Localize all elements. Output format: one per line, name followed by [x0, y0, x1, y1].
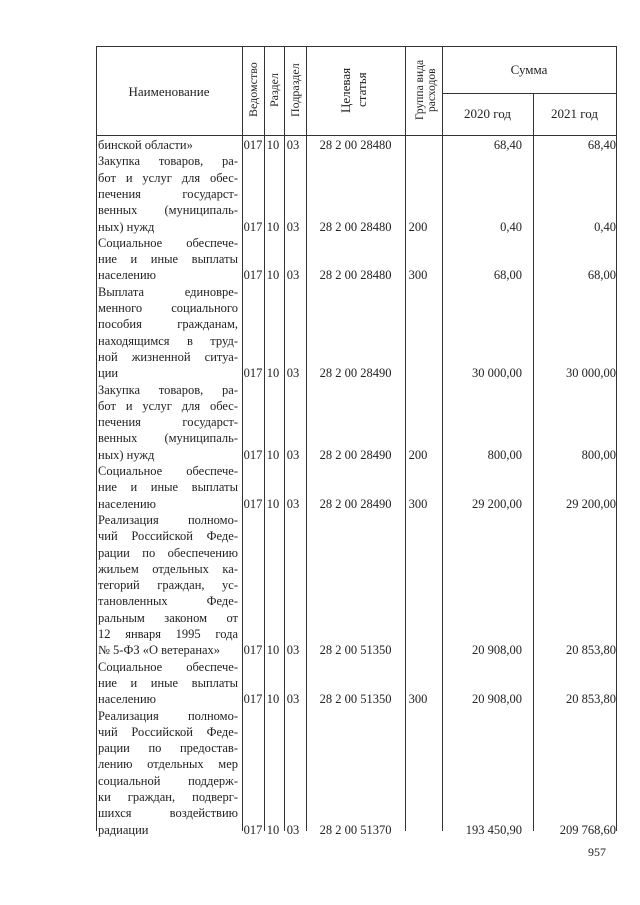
- table-row: [96, 805, 616, 821]
- row-name: Реализация полномо-: [98, 708, 238, 723]
- table-row: [96, 365, 616, 381]
- header-razdel: Раздел: [267, 73, 281, 107]
- row-podrazdel: 03: [286, 822, 300, 837]
- row-name: Закупка товаров, ра-: [98, 154, 238, 169]
- table-row: [96, 708, 616, 724]
- row-name: венных (муниципаль-: [98, 203, 238, 218]
- table-row: [96, 398, 616, 414]
- row-sum-2020: 30 000,00: [472, 366, 522, 381]
- table-row: [96, 610, 616, 626]
- row-name: бот и услуг для обес-: [98, 170, 238, 185]
- table-row: [96, 642, 616, 658]
- row-expense-group: 200: [408, 447, 428, 462]
- row-name: ции: [98, 366, 119, 381]
- row-name: Социальное обеспече-: [98, 235, 238, 250]
- row-target-article: 28 2 00 28480: [319, 219, 392, 234]
- row-name: бинской области»: [98, 138, 193, 152]
- table-row: [96, 740, 616, 756]
- row-podrazdel: 03: [286, 268, 300, 283]
- header-target-line1: Целевая: [338, 67, 353, 113]
- row-expense-group: 200: [408, 219, 428, 234]
- row-podrazdel: 03: [286, 366, 300, 381]
- table-row: [96, 219, 616, 235]
- row-name: ных) нужд: [98, 219, 155, 234]
- row-target-article: 28 2 00 28480: [319, 268, 392, 283]
- table-row: [96, 822, 616, 838]
- header-bottom-border: [96, 135, 616, 136]
- border-right: [616, 46, 617, 831]
- table-row: [96, 349, 616, 365]
- table-row: [96, 593, 616, 609]
- table-row: [96, 153, 616, 169]
- row-vedomstvo: 017: [243, 822, 263, 837]
- row-podrazdel: 03: [286, 447, 300, 462]
- table-row: [96, 724, 616, 740]
- row-vedomstvo: 017: [243, 496, 263, 511]
- row-sum-2021: 209 768,60: [559, 822, 616, 837]
- table-row: [96, 561, 616, 577]
- row-vedomstvo: 017: [243, 692, 263, 707]
- row-sum-2020: 800,00: [487, 447, 522, 462]
- row-razdel: 10: [266, 219, 280, 234]
- table-row: [96, 675, 616, 691]
- header-vedomstvo: Ведомство: [246, 62, 260, 118]
- table-row: [96, 691, 616, 707]
- row-name: населению: [98, 268, 156, 283]
- header-group-line2: расходов: [426, 68, 438, 112]
- row-podrazdel: 03: [286, 138, 300, 152]
- row-name: лению отдельных мер: [98, 757, 238, 772]
- table-row: [96, 235, 616, 251]
- table-row: [96, 496, 616, 512]
- row-name: Выплата единовре-: [98, 284, 238, 299]
- row-target-article: 28 2 00 51370: [319, 822, 392, 837]
- table-row: [96, 463, 616, 479]
- row-name: Социальное обеспече-: [98, 659, 238, 674]
- row-sum-2021: 20 853,80: [566, 643, 616, 658]
- row-name: 12 января 1995 года: [98, 627, 238, 641]
- sum-subheader-border: [442, 93, 616, 94]
- row-name: населению: [98, 692, 156, 707]
- header-sum: Сумма: [510, 62, 548, 77]
- row-name: печения государст-: [98, 186, 238, 201]
- row-expense-group: 300: [408, 496, 428, 511]
- table-row: [96, 773, 616, 789]
- row-name: радиации: [98, 822, 149, 837]
- row-sum-2021: 20 853,80: [566, 692, 616, 707]
- row-name: венных (муниципаль-: [98, 431, 238, 446]
- table-row: [96, 300, 616, 316]
- table-row: [96, 789, 616, 805]
- row-name: Реализация полномо-: [98, 512, 238, 527]
- row-name: чий Российской Феде-: [98, 529, 238, 544]
- row-podrazdel: 03: [286, 643, 300, 658]
- table-row: [96, 528, 616, 544]
- table-row: [96, 545, 616, 561]
- row-sum-2020: 20 908,00: [472, 692, 522, 707]
- table-top-border: [96, 46, 616, 47]
- row-vedomstvo: 017: [243, 447, 263, 462]
- row-sum-2021: 30 000,00: [566, 366, 616, 381]
- header-group-line1: Группа вида: [414, 59, 426, 121]
- table-row: [96, 512, 616, 528]
- table-row: [96, 202, 616, 218]
- row-name: Социальное обеспече-: [98, 464, 238, 478]
- row-name: печения государст-: [98, 415, 238, 430]
- row-name: бот и услуг для обес-: [98, 398, 238, 413]
- row-name: чий Российской Феде-: [98, 724, 238, 739]
- table-row: [96, 414, 616, 430]
- row-sum-2021: 0,40: [594, 219, 616, 234]
- table-row: [96, 333, 616, 349]
- row-sum-2020: 193 450,90: [465, 822, 522, 837]
- row-sum-2020: 29 200,00: [472, 496, 522, 511]
- table-row: [96, 284, 616, 300]
- row-target-article: 28 2 00 28490: [319, 496, 392, 511]
- row-name: шихся воздействию: [98, 806, 238, 821]
- table-row: [96, 577, 616, 593]
- row-name: жильем отдельных ка-: [98, 561, 238, 576]
- row-sum-2020: 68,40: [493, 138, 522, 152]
- row-vedomstvo: 017: [243, 643, 263, 658]
- row-target-article: 28 2 00 28480: [319, 138, 392, 152]
- row-name: менного социального: [98, 301, 238, 315]
- header-name: Наименование: [128, 84, 210, 99]
- table-row: [96, 316, 616, 332]
- row-name: ние и иные выплаты: [98, 480, 238, 495]
- row-name: рации по обеспечению: [98, 545, 238, 560]
- row-name: ки граждан, подверг-: [98, 790, 238, 804]
- row-vedomstvo: 017: [243, 219, 263, 234]
- row-sum-2021: 68,40: [587, 138, 616, 152]
- table-row: [96, 382, 616, 398]
- row-sum-2021: 800,00: [581, 447, 616, 462]
- table-row: [96, 626, 616, 642]
- table-row: [96, 170, 616, 186]
- row-name: ние и иные выплаты: [98, 675, 238, 690]
- row-razdel: 10: [266, 692, 280, 707]
- row-name: Закупка товаров, ра-: [98, 382, 238, 397]
- row-vedomstvo: 017: [243, 268, 263, 283]
- row-podrazdel: 03: [286, 219, 300, 234]
- row-name: социальной поддерж-: [98, 773, 238, 788]
- table-row: [96, 447, 616, 463]
- row-razdel: 10: [266, 366, 280, 381]
- header-target-line2: статья: [354, 72, 369, 108]
- row-name: пособия гражданам,: [98, 317, 238, 332]
- table-row: [96, 756, 616, 772]
- row-podrazdel: 03: [286, 496, 300, 511]
- row-name: рации по предостав-: [98, 741, 238, 756]
- row-vedomstvo: 017: [243, 366, 263, 381]
- header-year-2021: 2021 год: [551, 106, 598, 121]
- row-expense-group: 300: [408, 692, 428, 707]
- row-sum-2021: 29 200,00: [566, 496, 616, 511]
- row-razdel: 10: [266, 447, 280, 462]
- row-razdel: 10: [266, 268, 280, 283]
- row-sum-2021: 68,00: [587, 268, 616, 283]
- row-target-article: 28 2 00 51350: [319, 643, 392, 658]
- row-vedomstvo: 017: [243, 138, 263, 152]
- table-row: [96, 251, 616, 267]
- row-expense-group: 300: [408, 268, 428, 283]
- row-name: тегорий граждан, ус-: [98, 578, 238, 593]
- row-name: тановленных Феде-: [98, 594, 238, 609]
- row-name: населению: [98, 496, 156, 511]
- table-row: [96, 267, 616, 283]
- row-razdel: 10: [266, 822, 280, 837]
- row-target-article: 28 2 00 28490: [319, 447, 392, 462]
- row-sum-2020: 68,00: [493, 268, 522, 283]
- header-podrazdel: Подраздел: [288, 63, 302, 117]
- row-name: ральным законом от: [98, 610, 238, 625]
- row-razdel: 10: [266, 138, 280, 152]
- row-razdel: 10: [266, 496, 280, 511]
- table-row: [96, 659, 616, 675]
- row-name: ной жизненной ситуа-: [98, 349, 238, 364]
- header-year-2020: 2020 год: [464, 106, 511, 121]
- row-podrazdel: 03: [286, 692, 300, 707]
- row-sum-2020: 20 908,00: [472, 643, 522, 658]
- row-sum-2020: 0,40: [500, 219, 522, 234]
- row-name: ных) нужд: [98, 447, 155, 462]
- table-row: [96, 479, 616, 495]
- row-razdel: 10: [266, 643, 280, 658]
- page-number: 957: [588, 845, 606, 859]
- row-target-article: 28 2 00 28490: [319, 366, 392, 381]
- row-name: № 5-ФЗ «О ветеранах»: [98, 643, 221, 658]
- row-target-article: 28 2 00 51350: [319, 692, 392, 707]
- table-row: [96, 137, 616, 153]
- table-row: [96, 430, 616, 446]
- row-name: находящимся в труд-: [98, 333, 238, 348]
- table-row: [96, 186, 616, 202]
- row-name: ние и иные выплаты: [98, 252, 238, 267]
